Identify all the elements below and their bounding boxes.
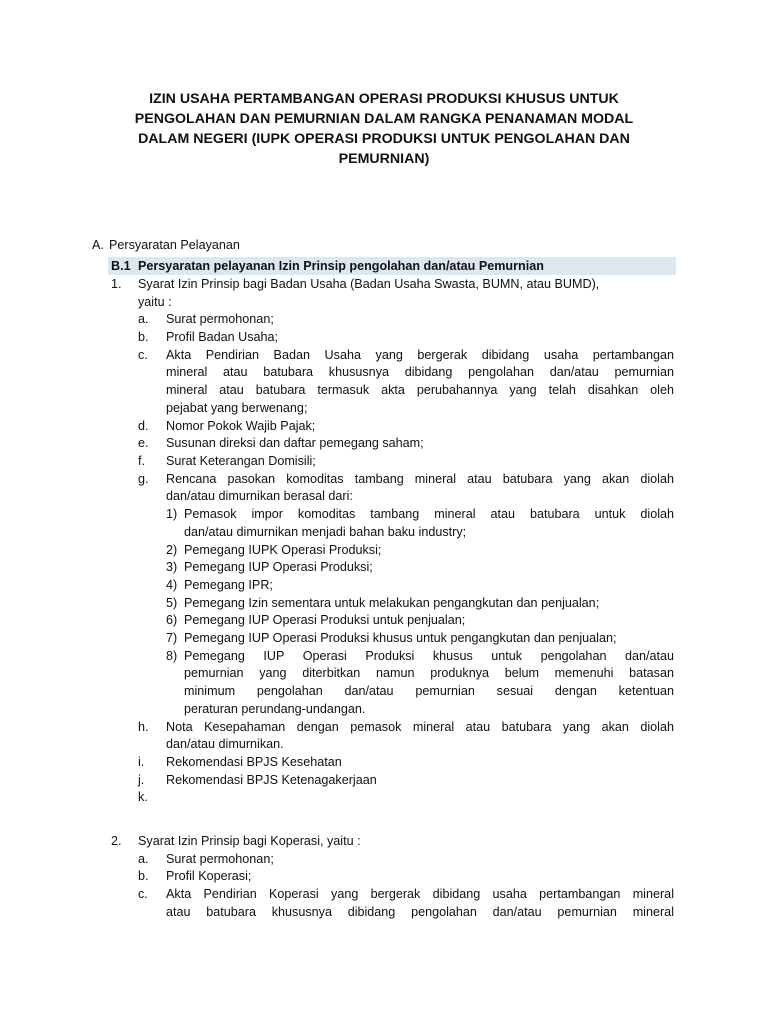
- requirement-1g-subitem-line: Pemegang IUP Operasi Produksi;: [184, 560, 373, 575]
- requirement-2-item-label: a.: [138, 851, 149, 866]
- section-b1-text: Persyaratan pelayanan Izin Prinsip pengolahan dan/atau Pemurnian: [138, 259, 544, 273]
- requirement-1-item-label: j.: [138, 772, 145, 787]
- requirement-1g-subitem-label: 6): [166, 613, 178, 628]
- requirement-1-item-line: pejabat yang berwenang;: [166, 400, 308, 415]
- requirement-1g-subitem-line: Pemegang IUPK Operasi Produksi;: [184, 542, 382, 557]
- requirement-1g-subitem-line: Pemegang IUP Operasi Produksi khusus untuk pengolahan dan/atau: [184, 648, 674, 663]
- requirement-1-item-label: d.: [138, 418, 149, 433]
- requirement-1-line: Syarat Izin Prinsip bagi Badan Usaha (Badan Usaha Swasta, BUMN, atau BUMD),: [138, 277, 600, 291]
- requirement-1-label: 1.: [111, 277, 122, 291]
- requirement-2-item-line: Akta Pendirian Koperasi yang bergerak dibidang usaha pertambangan mineral: [166, 887, 674, 902]
- requirement-1-item-line: Rekomendasi BPJS Kesehatan: [166, 754, 342, 769]
- requirement-1-item-label: e.: [138, 436, 149, 451]
- requirement-1-item-label: g.: [138, 471, 149, 486]
- requirement-1g-subitem-line: pemurnian yang diterbitkan namun produknya belum memenuhi batasan: [184, 666, 674, 681]
- requirement-1g-subitem-line: peraturan perundang-undangan.: [184, 701, 366, 716]
- requirement-1g-subitem-line: Pemegang IUP Operasi Produksi khusus untuk pengangkutan dan penjualan;: [184, 631, 617, 645]
- requirement-1-item-line: dan/atau dimurnikan berasal dari:: [166, 489, 353, 504]
- requirement-1-item-line: dan/atau dimurnikan.: [166, 737, 284, 752]
- section-a-label: A.: [92, 238, 104, 252]
- requirement-1-item-line: mineral atau batubara termasuk akta perubahannya yang telah disahkan oleh: [166, 383, 674, 398]
- requirement-1-item-line: Rencana pasokan komoditas tambang mineral atau batubara yang akan diolah: [166, 471, 674, 486]
- requirement-1g-subitem-label: 2): [166, 542, 178, 557]
- requirement-1g-subitem-label: 4): [166, 577, 178, 592]
- requirement-1g-subitem-label: 7): [166, 631, 178, 645]
- requirement-2-item-label: c.: [138, 887, 148, 902]
- requirement-1-item-line: Surat Keterangan Domisili;: [166, 454, 316, 468]
- requirement-1g-subitem-label: 1): [166, 507, 178, 522]
- title-line: PENGOLAHAN DAN PEMURNIAN DALAM RANGKA PENANAMAN MODAL: [134, 111, 634, 127]
- requirement-2-item-line: atau batubara khususnya dibidang pengolahan dan/atau pemurnian mineral: [166, 904, 674, 919]
- requirement-1-item-label: c.: [138, 347, 148, 362]
- requirement-1g-subitem-line: Pemegang Izin sementara untuk melakukan pengangkutan dan penjualan;: [184, 595, 600, 610]
- section-b1-label: B.1: [111, 259, 131, 273]
- requirement-2-item-label: b.: [138, 869, 149, 884]
- requirement-1-item-line: Profil Badan Usaha;: [166, 330, 279, 345]
- requirement-2-label: 2.: [111, 834, 122, 848]
- requirement-1-item-line: Akta Pendirian Badan Usaha yang bergerak dibidang usaha pertambangan: [166, 347, 674, 362]
- requirement-1g-subitem-label: 8): [166, 648, 178, 663]
- requirement-1-item-label: k.: [138, 790, 148, 805]
- requirement-1-line: yaitu :: [138, 294, 172, 309]
- document-title: [100, 89, 668, 169]
- requirement-2-item-line: Profil Koperasi;: [166, 869, 252, 884]
- requirement-1g-subitem-line: Pemasok impor komoditas tambang mineral atau batubara untuk diolah: [184, 507, 674, 522]
- section-b1-heading: [108, 257, 676, 275]
- title-line: PEMURNIAN): [338, 151, 430, 167]
- requirement-2-line: Syarat Izin Prinsip bagi Koperasi, yaitu :: [138, 834, 361, 848]
- requirement-1g-subitem-line: Pemegang IUP Operasi Produksi untuk penjualan;: [184, 613, 466, 628]
- requirement-1-item-label: f.: [138, 454, 145, 468]
- title-line: IZIN USAHA PERTAMBANGAN OPERASI PRODUKSI KHUSUS UNTUK: [149, 91, 619, 107]
- requirement-1-item-line: Rekomendasi BPJS Ketenagakerjaan: [166, 772, 377, 787]
- requirement-1-item-line: mineral atau batubara khususnya dibidang pengolahan dan/atau pemurnian: [166, 365, 674, 380]
- requirement-1-item-label: a.: [138, 312, 149, 327]
- requirement-1-item-line: Susunan direksi dan daftar pemegang saham;: [166, 436, 424, 451]
- requirement-1g-subitem-line: dan/atau dimurnikan menjadi bahan baku industry;: [184, 524, 467, 539]
- requirement-1-item-line: Nota Kesepahaman dengan pemasok mineral atau batubara yang akan diolah: [166, 719, 674, 734]
- requirement-1g-subitem-line: minimum pengolahan dan/atau pemurnian sesuai dengan ketentuan: [184, 684, 674, 699]
- requirement-1-item-line: Nomor Pokok Wajib Pajak;: [166, 418, 316, 433]
- requirement-1-item-line: Surat permohonan;: [166, 312, 274, 327]
- requirement-1g-subitem-line: Pemegang IPR;: [184, 577, 273, 592]
- section-a-text: Persyaratan Pelayanan: [109, 238, 240, 252]
- requirement-2-item-line: Surat permohonan;: [166, 851, 274, 866]
- requirement-1g-subitem-label: 5): [166, 595, 178, 610]
- title-line: DALAM NEGERI (IUPK OPERASI PRODUKSI UNTUK PENGOLAHAN DAN: [138, 131, 630, 147]
- requirement-1g-subitem-label: 3): [166, 560, 178, 575]
- requirement-1-item-label: h.: [138, 719, 149, 734]
- requirement-1-item-label: i.: [138, 754, 145, 769]
- requirement-1-item-label: b.: [138, 330, 149, 345]
